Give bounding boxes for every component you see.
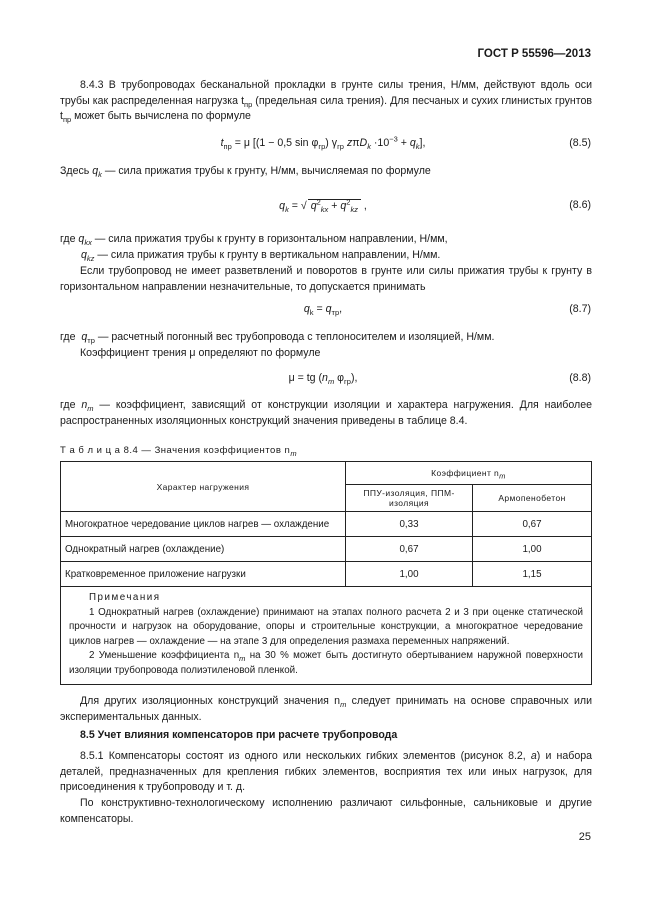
formula-8-5: $t_{пр} = \mu$ [(1 − 0,5 $\sin \varphi_{гр}$) $\gamma_{гр}$ $z\pi D_k \cdot 10^{-3} + q_k$], (8.5) bbox=[220, 134, 591, 152]
table-row: Однократный нагрев (охлаждение) 0,67 1,00 bbox=[61, 537, 592, 562]
header-ppu: ППУ-изоляция, ППМ-изоляция bbox=[346, 485, 473, 512]
formula-number: (8.5) bbox=[569, 137, 591, 149]
coefficients-table bbox=[60, 461, 592, 685]
qkx-definition: где $q_{kx}$ — сила прижатия трубы к грунту в горизонтальном направлении, Н/мм, bbox=[60, 233, 448, 248]
paragraph-other-insulation: Для других изоляционных конструкций значения $n_m$ следует принимать на основе справочных или экспериментальных данных. bbox=[60, 695, 592, 723]
header-armo: Армопенобетон bbox=[473, 485, 592, 512]
formula-number: (8.6) bbox=[569, 199, 591, 211]
qtr-definition: где $q_{тр}$ — расчетный погонный вес трубопровода с теплоносителем и изоляцией, Н/мм. bbox=[60, 331, 495, 346]
header-load-type: Характер нагружения bbox=[61, 462, 346, 512]
note-1: 1 Однократный нагрев (охлаждение) принимают на этапах полного расчета 2 и 3 при оценке статической прочности и нагрузок на оборудование, опоры и строительные конструкции, а многократное чередование циклов нагрев — охлаждение — на этапе 3 для определения размаха переменных напряжений. bbox=[69, 606, 583, 647]
standard-code: ГОСТ Р 55596—2013 bbox=[477, 48, 591, 60]
paragraph-mu: Коэффициент трения μ определяют по формуле bbox=[80, 347, 321, 359]
formula-8-7: $q_k = q_{тр}$, (8.7) bbox=[303, 303, 591, 318]
table-caption: Т а б л и ц а 8.4 — Значения коэффициентов $n_m$ bbox=[60, 445, 298, 458]
table-row: Многократное чередование циклов нагрев — охлаждение 0,33 0,67 bbox=[61, 512, 592, 537]
paragraph-compensator-types: По конструктивно-технологическому исполнению различают сильфонные, сальниковые и другие компенсаторы. bbox=[60, 797, 592, 825]
paragraph-8-4-3: 8.4.3 В трубопроводах бесканальной прокладки в грунте силы трения, Н/мм, действуют вдоль оси трубы как распределенная нагрузка $t_{пр}$ (предельная сила трения). Для песчаных и сухих глинистых грунтов $t_{пр}$ может быть вычислена по формуле bbox=[60, 79, 592, 125]
formula-number: (8.7) bbox=[569, 303, 591, 315]
table-notes bbox=[61, 587, 592, 685]
header-coefficient: Коэффициент $n_m$ bbox=[346, 462, 592, 485]
formula-number: (8.8) bbox=[569, 372, 591, 384]
formula-8-6: $q_k$ = √ $q^2_{kx} + q^2_{kz}$ , (8.6) bbox=[279, 197, 591, 215]
nm-definition: где $n_m$ — коэффициент, зависящий от конструкции изоляции и характера нагружения. Для наиболее распространенных изоляционных конструкций значения приведены в таблице 8.4. bbox=[60, 399, 592, 427]
note-2: 2 Уменьшение коэффициента $n_m$ на 30 % может быть достигнуто обертыванием наружной поверхности изоляции трубопровода полиэтиленовой пленкой. bbox=[69, 650, 583, 676]
notes-title: Примечания bbox=[89, 592, 161, 603]
formula-8-8: μ = tg ($n_m$ $\varphi_{гр}$), (8.8) bbox=[288, 372, 591, 387]
table-row: Кратковременное приложение нагрузки 1,00 1,15 bbox=[61, 562, 592, 587]
qkz-definition: $q_{kz}$ — сила прижатия трубы к грунту в вертикальном направлении, Н/мм. bbox=[81, 249, 441, 264]
paragraph-if: Если трубопровод не имеет разветвлений и поворотов в грунте или силы прижатия трубы к грунту в горизонтальном направлении незначительные, то допускается принимать bbox=[60, 265, 592, 293]
page-number: 25 bbox=[578, 831, 591, 843]
qk-definition: Здесь $q_k$ — сила прижатия трубы к грунту, Н/мм, вычисляемая по формуле bbox=[60, 165, 431, 180]
paragraph-8-5-1: 8.5.1 Компенсаторы состоят из одного или нескольких гибких элементов (рисунок 8.2, а) и набора деталей, предназначенных для крепления гибких элементов, восприятия тех или иных нагрузок, для присоединения к трубопроводу и т. д. bbox=[60, 750, 592, 793]
section-8-5-title: 8.5 Учет влияния компенсаторов при расчете трубопровода bbox=[80, 729, 398, 741]
